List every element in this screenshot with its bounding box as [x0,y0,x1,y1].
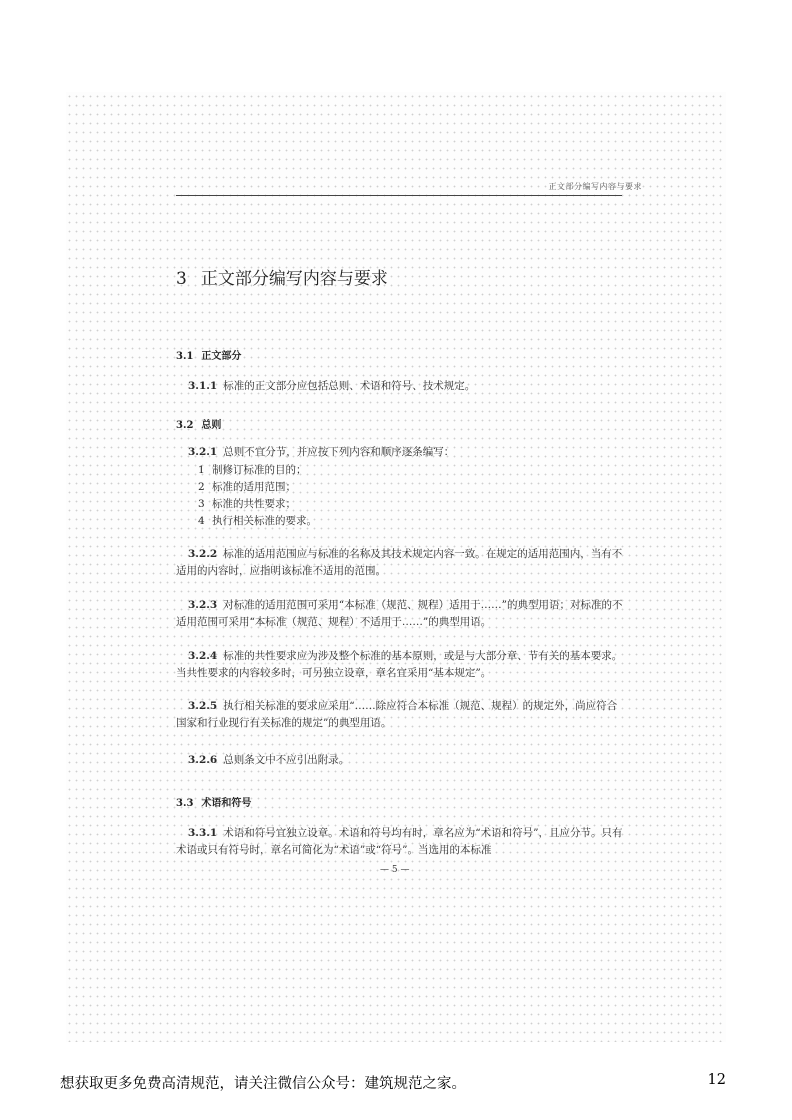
clause-3-3-1 [176,825,626,859]
header-rule [176,195,622,196]
section-number: 3.3 [176,798,194,809]
clause-number: 3.2.4 [188,650,218,662]
clause-3-2-3 [176,597,626,631]
clause-3-2-1 [176,444,626,461]
clause-text: 标准的正文部分应包括总则、术语和符号、技术规定。 [223,380,476,392]
clause-3-2-5 [176,698,626,732]
clause-text: 标准的共性要求应为涉及整个标准的基本原则，或是与大部分章、节有关的基本要求。当共性要求的内容较多时，可另独立设章，章名宜采用“基本规定”。 [176,650,623,679]
clause-number: 3.2.5 [188,700,218,712]
chapter-title: 正文部分编写内容与要求 [200,269,388,289]
clause-text: 执行相关标准的要求应采用“……除应符合本标准（规范、规程）的规定外，尚应符合国家和行业现行有关标准的规定”的典型用语。 [176,700,618,729]
list-item: 3 标准的共性要求； [198,498,296,510]
list-item: 2 标准的适用范围； [198,481,296,493]
section-heading-3-1 [176,347,241,362]
clause-number: 3.2.6 [188,754,218,766]
clause-text: 标准的适用范围应与标准的名称及其技术规定内容一致。在规定的适用范围内，当有不适用的内容时，应指明该标准不适用的范围。 [176,548,623,577]
clause-number: 3.3.1 [188,827,218,839]
clause-text: 对标准的适用范围可采用“本标准（规范、规程）适用于……”的典型用语；对标准的不适用范围可采用“本标准（规范、规程）不适用于……”的典型用语。 [176,599,623,628]
clause-number: 3.2.2 [188,548,218,560]
section-title: 总则 [201,420,222,431]
clause-3-2-2 [176,546,626,580]
page-number: — 5 — [380,865,410,875]
clause-number: 3.2.3 [188,599,218,611]
section-number: 3.2 [176,420,194,431]
section-title: 正文部分 [201,351,242,362]
section-heading-3-3 [176,794,251,809]
list-item: 1 制修订标准的目的； [198,464,307,476]
clause-3-2-4 [176,648,626,682]
chapter-heading [176,264,388,289]
running-header: 正文部分编写内容与要求 [548,182,642,191]
section-heading-3-2 [176,416,221,431]
clause-number: 3.1.1 [188,380,218,392]
section-title: 术语和符号 [201,798,252,809]
chapter-number: 3 [176,269,187,289]
clause-text: 术语和符号宜独立设章。术语和符号均有时，章名应为“术语和符号”，且应分节。只有术语或只有符号时，章名可简化为“术语”或“符号”。当选用的本标准 [176,827,623,856]
clause-3-2-6 [176,752,626,769]
footer-note: 想获取更多免费高清规范，请关注微信公众号：建筑规范之家。 [60,1076,466,1092]
footer [60,1072,726,1093]
list-item: 4 执行相关标准的要求。 [198,515,317,527]
footer-page-number: 12 [707,1072,726,1088]
clause-text: 总则不宜分节，并应按下列内容和顺序逐条编写： [223,446,455,458]
clause-number: 3.2.1 [188,446,218,458]
section-number: 3.1 [176,351,194,362]
clause-3-1-1 [176,378,626,395]
clause-text: 总则条文中不应引出附录。 [223,754,350,766]
